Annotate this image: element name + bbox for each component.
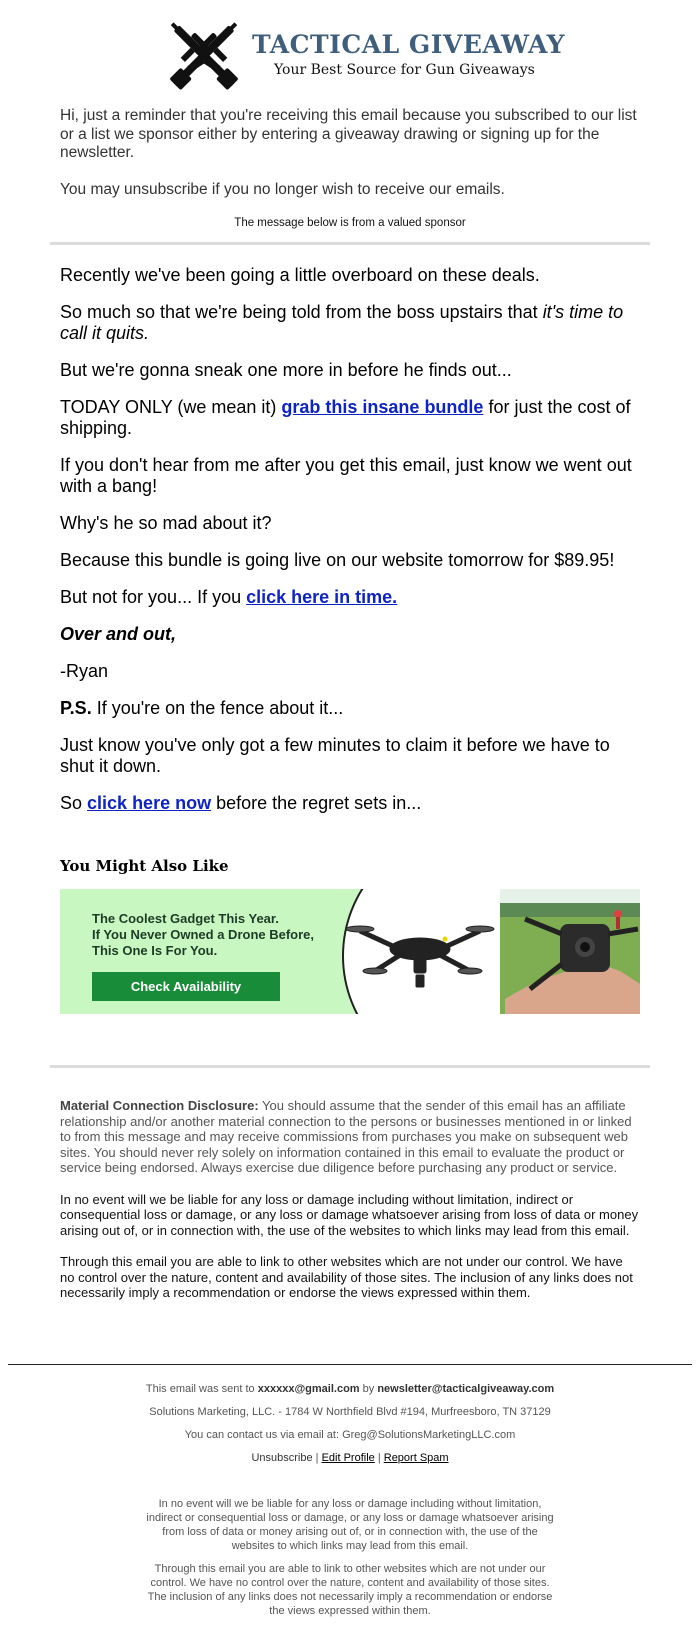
- disclosure-paragraph: [60, 1098, 640, 1176]
- drone-photo: [500, 889, 640, 1014]
- body-text: But not for you... If you: [60, 587, 247, 607]
- unsubscribe-link[interactable]: Unsubscribe: [251, 1452, 313, 1464]
- message-body: [60, 265, 640, 830]
- footer-text: This email was sent to: [145, 1383, 258, 1395]
- contact-line: You can contact us via email at: Greg@SolutionsMarketingLLC.com: [184, 1429, 516, 1441]
- body-line: Recently we've been going a little overboard on these deals.: [60, 265, 540, 285]
- click-here-now-link[interactable]: click here now: [87, 793, 212, 813]
- banner-headline-line: If You Never Owned a Drone Before,: [92, 927, 315, 942]
- body-line: [60, 793, 640, 814]
- crossed-rifles-icon: [158, 12, 250, 102]
- body-line: Because this bundle is going live on our website tomorrow for $89.95!: [60, 550, 615, 570]
- body-text: TODAY ONLY (we mean it): [60, 397, 282, 417]
- separator: |: [374, 1452, 384, 1464]
- body-line: [60, 302, 640, 344]
- footer-divider: [8, 1364, 692, 1365]
- banner-headline-line: This One Is For You.: [92, 943, 218, 958]
- body-text: If you're on the fence about it...: [91, 698, 344, 718]
- grab-bundle-link[interactable]: grab this insane bundle: [281, 397, 484, 417]
- sign-off: Over and out,: [60, 624, 177, 644]
- recipient-email: xxxxxx@gmail.com: [257, 1383, 360, 1395]
- signature: -Ryan: [60, 661, 109, 681]
- banner-headline-line: The Coolest Gadget This Year.: [92, 911, 279, 926]
- body-line: [60, 397, 640, 439]
- company-address: Solutions Marketing, LLC. - 1784 W Northfield Blvd #194, Murfreesboro, TN 37129: [149, 1406, 551, 1418]
- liability-paragraph: In no event will we be liable for any loss or damage including without limitation, indirect or consequential loss or damage, or any loss or damage whatsoever arising from loss of data or money arising out of, or in connection with, the use of the websites to which links may lead from this email.: [60, 1191, 639, 1238]
- footer-external-links: Through this email you are able to link to other websites which are not under our control. We have no control over the nature, content and availability of those sites. The inclusion of any links does not necessarily imply a recommendation or endorse the views expressed within them.: [147, 1563, 553, 1617]
- banner-headline: [92, 911, 332, 959]
- unsubscribe-note: You may unsubscribe if you no longer wish to receive our emails.: [60, 180, 505, 198]
- footer-text: by: [359, 1383, 378, 1395]
- brand-title: TACTICAL GIVEAWAY: [252, 30, 566, 59]
- disclosure-label: Material Connection Disclosure:: [60, 1098, 259, 1113]
- sent-to-line: [0, 1382, 700, 1396]
- disclosure-section: [60, 1098, 640, 1317]
- body-text: So much so that we're being told from the boss upstairs that: [60, 302, 543, 322]
- brand-logo[interactable]: [0, 8, 700, 100]
- body-line: [60, 698, 640, 719]
- body-emphasis: it's time to call it quits.: [60, 302, 624, 343]
- body-text: So: [60, 793, 88, 813]
- sponsor-note: The message below is from a valued sponsor: [234, 217, 466, 229]
- intro-text: [60, 107, 650, 199]
- footer-links: [0, 1451, 700, 1465]
- divider: [50, 242, 650, 245]
- footer-legal: [145, 1497, 555, 1618]
- drone-icon: [345, 909, 495, 999]
- body-line: [60, 587, 640, 608]
- check-availability-button[interactable]: Check Availability: [92, 972, 280, 1001]
- sender-email: newsletter@tacticalgiveaway.com: [377, 1383, 555, 1395]
- body-line: If you don't hear from me after you get this email, just know we went out with a bang!: [60, 455, 632, 496]
- separator: |: [312, 1452, 322, 1464]
- footer-liability: In no event will we be liable for any loss or damage including without limitation, indirect or consequential loss or damage, or any loss or damage whatsoever arising from loss of data or money arising out of, or in connection with, the use of the websites to which links may lead from this email.: [146, 1498, 554, 1552]
- report-spam-link[interactable]: Report Spam: [383, 1452, 449, 1464]
- edit-profile-link[interactable]: Edit Profile: [321, 1452, 375, 1464]
- drone-ad-banner[interactable]: [60, 889, 640, 1014]
- intro-paragraph: Hi, just a reminder that you're receiving this email because you subscribed to our list or a list we sponsor either by entering a giveaway drawing or signing up for the newsletter.: [60, 107, 637, 161]
- body-line: Just know you've only got a few minutes to claim it before we have to shut it down.: [60, 735, 610, 776]
- external-links-paragraph: Through this email you are able to link to other websites which are not under our control. We have no control over the nature, content and availability of those sites. The inclusion of any links does not necessarily imply a recommendation or endorse the views expressed within them.: [60, 1254, 633, 1300]
- body-line: But we're gonna sneak one more in before he finds out...: [60, 360, 512, 380]
- body-text: for just the cost of shipping.: [60, 397, 631, 438]
- divider: [50, 1065, 650, 1068]
- also-like-heading: You Might Also Like: [60, 857, 229, 875]
- body-text: before the regret sets in...: [211, 793, 422, 813]
- body-line: Why's he so mad about it?: [60, 513, 272, 533]
- brand-subtitle: Your Best Source for Gun Giveaways: [274, 62, 535, 78]
- disclosure-text: You should assume that the sender of this email has an affiliate relationship and/or another material connection to the persons or businesses mentioned in or linked to from this message and may receive commissions from purchases you make on subsequent web sites. You should never rely solely on information contained in this email to evaluate the product or service being endorsed. Always exercise due diligence before purchasing any product or service.: [60, 1098, 632, 1175]
- click-here-in-time-link[interactable]: click here in time.: [246, 587, 398, 607]
- footer: [0, 1382, 700, 1627]
- ps-label: P.S.: [60, 698, 92, 718]
